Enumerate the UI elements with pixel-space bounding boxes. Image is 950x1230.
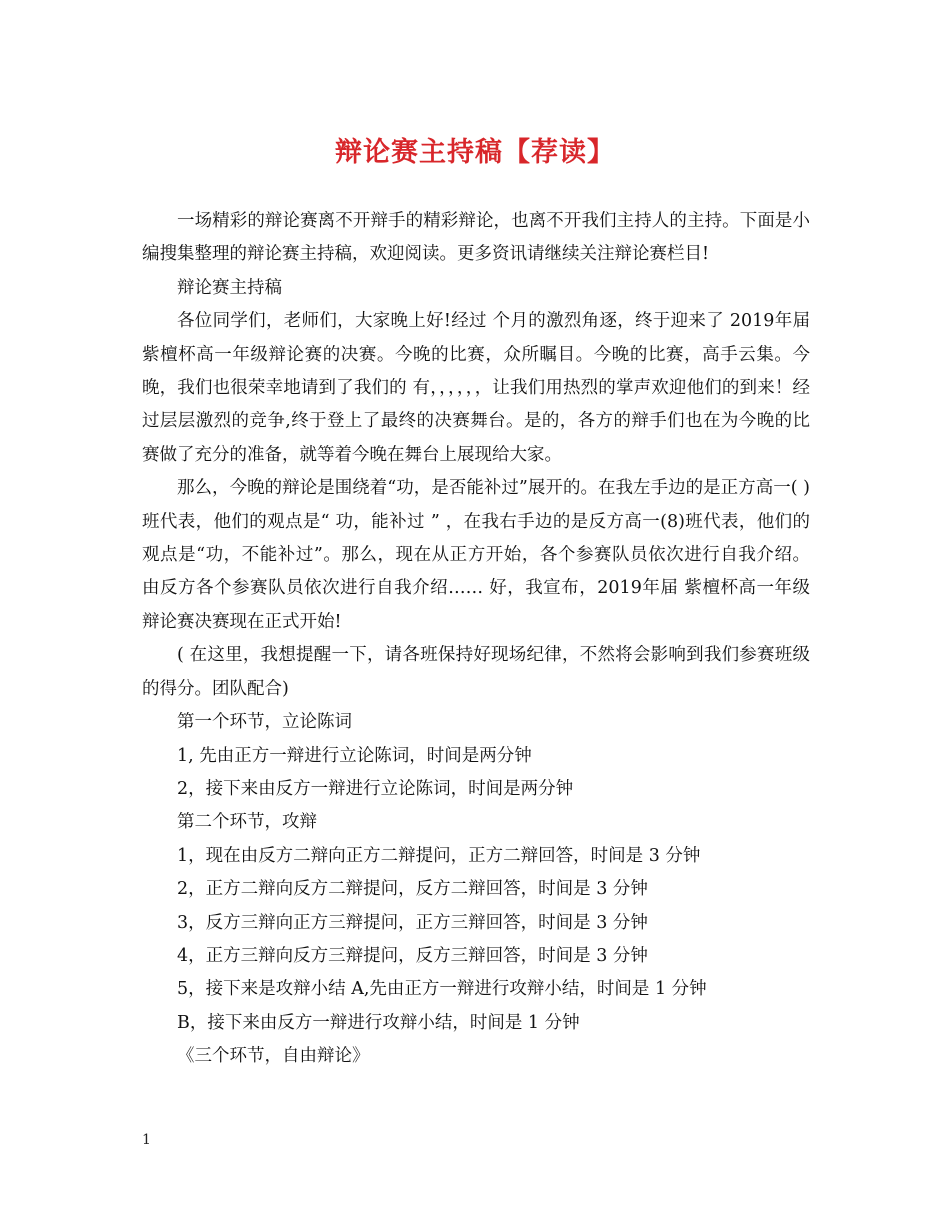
- list-item: 2，正方二辩向反方二辩提问，反方二辩回答，时间是 3 分钟: [177, 879, 648, 900]
- segment-heading-2: 第二个环节，攻辩: [177, 812, 317, 833]
- page-number: 1: [142, 1132, 151, 1148]
- reminder-paragraph: ( 在这里，我想提醒一下，请各班保持好现场纪律，不然将会影响到我们参赛班级的得分。团队配合): [142, 645, 810, 699]
- segment-heading-3: 《三个环节，自由辩论》: [177, 1046, 370, 1067]
- opening-paragraph: 各位同学们，老师们，大家晚上好!经过 个月的激烈角逐，终于迎来了 2019年届 紫檀杯高一年级辩论赛的决赛。今晚的比赛，众所瞩目。今晚的比赛，高手云集。今晚，我们也很荣幸地请到了我们的 有，，，，，，让我们用热烈的掌声欢迎他们的到来！经过层层激烈的竞争,终于登上了最终的决赛舞台。是的，各方的辩手们也在为今晚的比赛做了充分的准备，就等着今晚在舞台上展现给大家。: [142, 311, 810, 465]
- intro-paragraph: 一场精彩的辩论赛离不开辩手的精彩辩论，也离不开我们主持人的主持。下面是小编搜集整理的辩论赛主持稿，欢迎阅读。更多资讯请继续关注辩论赛栏目!: [142, 211, 810, 265]
- list-item: B，接下来由反方一辩进行攻辩小结，时间是 1 分钟: [177, 1012, 580, 1033]
- section-heading: 辩论赛主持稿: [177, 277, 282, 298]
- topic-paragraph: 那么，今晚的辩论是围绕着“功，是否能补过”展开的。在我左手边的是正方高一( )班代表，他们的观点是“ 功，能补过 ” ，在我右手边的是反方高一(8)班代表，他们的观点是“功，不能补过”。那么，现在从正方开始，各个参赛队员依次进行自我介绍。 由反方各个参赛队员依次进行自我介绍…… 好，我宣布，2019年届 紫檀杯高一年级辩论赛决赛现在正式开始!: [142, 478, 810, 632]
- document-title: 辩论赛主持稿【荐读】: [335, 137, 615, 168]
- list-item: 3，反方三辩向正方三辩提问，正方三辩回答，时间是 3 分钟: [177, 912, 648, 933]
- list-item: 1，现在由反方二辩向正方二辩提问，正方二辩回答，时间是 3 分钟: [177, 845, 701, 866]
- list-item: 1, 先由正方一辩进行立论陈词，时间是两分钟: [177, 745, 532, 766]
- list-item: 2，接下来由反方一辩进行立论陈词，时间是两分钟: [177, 778, 574, 799]
- segment-heading-1: 第一个环节，立论陈词: [177, 712, 352, 733]
- list-item: 4，正方三辩向反方三辩提问，反方三辩回答，时间是 3 分钟: [177, 945, 648, 966]
- document-body: [142, 205, 810, 1074]
- list-item: 5，接下来是攻辩小结 A,先由正方一辩进行攻辩小结，时间是 1 分钟: [177, 979, 707, 1000]
